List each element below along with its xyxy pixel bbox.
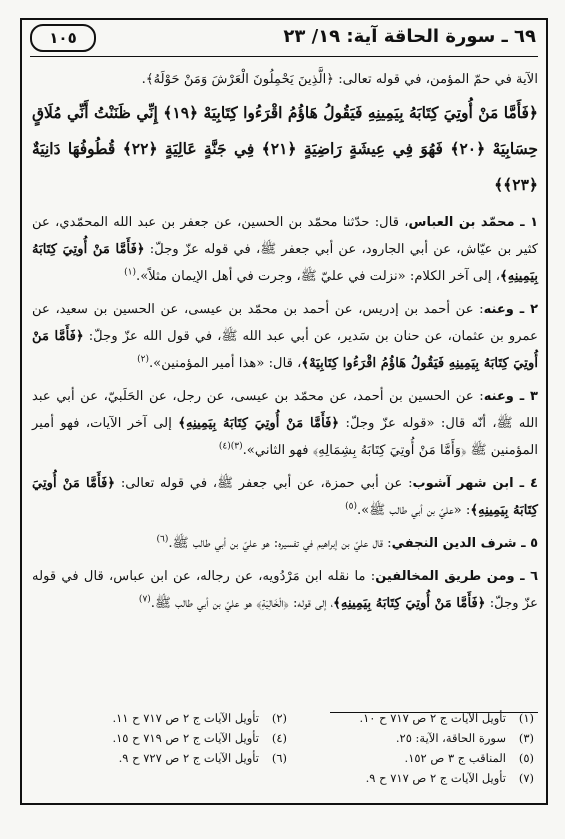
footnote-text: تأويل الآيات ج ٢ ص ٧١٧ ح ١١. (112, 711, 259, 725)
footnote-number: (٧) (518, 771, 534, 785)
narrator: ٣ ـ وعنه (483, 389, 538, 404)
footnote-7 (287, 768, 534, 788)
footnote-number: (١) (518, 711, 534, 725)
narrator: ٥ ـ شرف الدين النجفي (391, 536, 538, 551)
header-title: ٦٩ ـ سورة الحاقة آية: ١٩/ ٢٣ (283, 26, 536, 47)
footnote-3 (287, 728, 534, 748)
footnote-5 (287, 748, 534, 768)
verse-quote: ﴿فَأَمَّا مَنْ أُوتِيَ كِتَابَهُ بِيَمِينِهِ﴾ (32, 242, 538, 284)
footnote-number: (٥) (518, 751, 534, 765)
narration-3 (32, 383, 538, 464)
narration-text: : عن أحمد بن إدريس، عن أحمد بن محمّد بن عيسى، عن الحسين بن سعيد، عن عمرو بن عثمان، عن حنان بن سَدير، عن أبي عبد الله ﷺ، في قول الله عزّ وجلّ: (32, 302, 538, 344)
narration-tail: ، قال: «هذا أمير المؤمنين». (148, 356, 302, 371)
footnote-text: تأويل الآيات ج ٢ ص ٧١٧ ح ٩. (365, 771, 506, 785)
page-body (32, 66, 538, 623)
narration-text: ، قال: حدّثنا محمّد بن الحسين، عن جعفر بن عبد الله المحمّدي، عن كثير بن عيّاش، عن أبي الجارود، عن أبي جعفر ﷺ، في قوله عزّ وجلّ: (32, 215, 539, 257)
narration-tail: : «عليّ بن أبي طالب ﷺ». (356, 503, 471, 518)
note-ref: (١) (124, 267, 137, 278)
note-ref: (٧) (138, 594, 151, 605)
footnote-row (40, 748, 534, 768)
footnote-6 (40, 748, 287, 768)
footnote-row (40, 768, 534, 788)
verse-quote: ﴿فَأَمَّا مَنْ أُوتِيَ كِتَابَهُ بِيَمِينِهِ﴾ (178, 416, 340, 431)
footnote-text: تأويل الآيات ج ٢ ص ٧٢٧ ح ٩. (118, 751, 259, 765)
narration-1 (32, 209, 538, 290)
narration-tail: ، إلى آخر الكلام: «نزلت في عليّ ﷺ، وجرت في أهل الإيمان مثلاً». (136, 269, 500, 284)
narration-text: : عن الحسين بن أحمد، عن محمّد بن عيسى، عن رجل، عن الحَلَبيّ، عن أبي عبد الله ﷺ، أنّه قال: «قوله عزّ وجلّ: (32, 389, 539, 431)
note-ref: (٢) (137, 354, 149, 365)
narration-text: : ما نقله ابن مَرْدُويه، عن رجاله، عن ابن عباس، قال في قوله عزّ وجلّ: (32, 569, 538, 611)
footnotes (40, 708, 534, 788)
footnote-number: (٢) (271, 711, 287, 725)
verse-quote: ﴿فَأَمَّا مَنْ أُوتِيَ كِتَابَهُ بِيَمِينِهِ﴾ (32, 476, 538, 518)
narration-5 (32, 530, 538, 557)
footnote-row (40, 708, 534, 728)
narrator: ١ ـ محمّد بن العباس (408, 215, 538, 230)
page-number: ١٠٥ (30, 24, 96, 52)
narration-tail: ، إلى قوله: ﴿الْخَالِيَةِ﴾ هو عليّ بن أبي طالب ﷺ. (150, 596, 334, 611)
footnote-4 (40, 728, 287, 748)
note-ref: (٦) (156, 534, 169, 545)
note-ref: (٥) (345, 501, 357, 512)
footnote-row (40, 728, 534, 748)
footnote-text: تأويل الآيات ج ٢ ص ٧١٩ ح ١٥. (112, 731, 259, 745)
footnote-number: (٤) (271, 731, 287, 745)
narration-2 (32, 296, 538, 377)
narration-text: : عن أبي حمزة، عن أبي جعفر ﷺ، في قوله تعالى: (115, 476, 413, 491)
header-divider (30, 56, 538, 57)
narrations (32, 209, 538, 617)
narrator: ٢ ـ وعنه (483, 302, 538, 317)
verse-quote: ﴿فَأَمَّا مَنْ أُوتِيَ كِتَابَهُ بِيَمِينِهِ فَيَقُولُ هَاؤُمُ اقْرَءُوا كِتَابِيَهْ﴾ (32, 329, 538, 371)
intro-paragraph: الآية في حمّ المؤمن، في قوله تعالى: ﴿الَّذِينَ يَحْمِلُونَ الْعَرْشَ وَمَنْ حَوْلَهُ﴾. (141, 72, 538, 87)
footnote-number: (٣) (518, 731, 534, 745)
quran-verse-block: ﴿فَأَمَّا مَنْ أُوتِيَ كِتَابَهُ بِيَمِينِهِ فَيَقُولُ هَاؤُمُ اقْرَءُوا كِتَابِيَهْ ﴿١٩﴾ إِنِّي ظَنَنْتُ أَنِّي مُلَاقٍ حِسَابِيَهْ ﴿٢٠﴾ فَهُوَ فِي عِيشَةٍ رَاضِيَةٍ ﴿٢١﴾ فِي جَنَّةٍ عَالِيَةٍ ﴿٢٢﴾ قُطُوفُهَا دَانِيَةٌ ﴿٢٣﴾﴾ (32, 103, 539, 194)
narrator: ٦ ـ ومن طريق المخالفين (375, 569, 538, 584)
verse-quote: ﴿فَأَمَّا مَنْ أُوتِيَ كِتَابَهُ بِيَمِينِهِ﴾ (333, 596, 486, 611)
running-header (24, 22, 544, 58)
narrator: ٤ ـ ابن شهر آشوب (412, 476, 538, 491)
narration-6 (32, 563, 538, 617)
footnote-number: (٦) (271, 751, 287, 765)
footnote-2 (40, 708, 287, 728)
narration-tail: إلى آخر الآيات، فهو أمير المؤمنين ﷺ ﴿وَأَمَّا مَنْ أُوتِيَ كِتَابَهُ بِشِمَالِهِ﴾ فهو الثاني». (32, 416, 538, 458)
footnote-text: تأويل الآيات ج ٢ ص ٧١٧ ح ١٠. (359, 711, 506, 725)
narration-4 (32, 470, 538, 524)
footnote-text: سورة الحاقة، الآية: ٢٥. (395, 731, 506, 745)
note-ref: (٣)(٤) (218, 441, 243, 452)
narration-text: : قال عليّ بن إبراهيم في تفسيره: هو عليّ بن أبي طالب ﷺ. (168, 536, 392, 551)
footnote-text: المناقب ج ٣ ص ١٥٢. (404, 751, 506, 765)
footnote-1 (287, 708, 534, 728)
